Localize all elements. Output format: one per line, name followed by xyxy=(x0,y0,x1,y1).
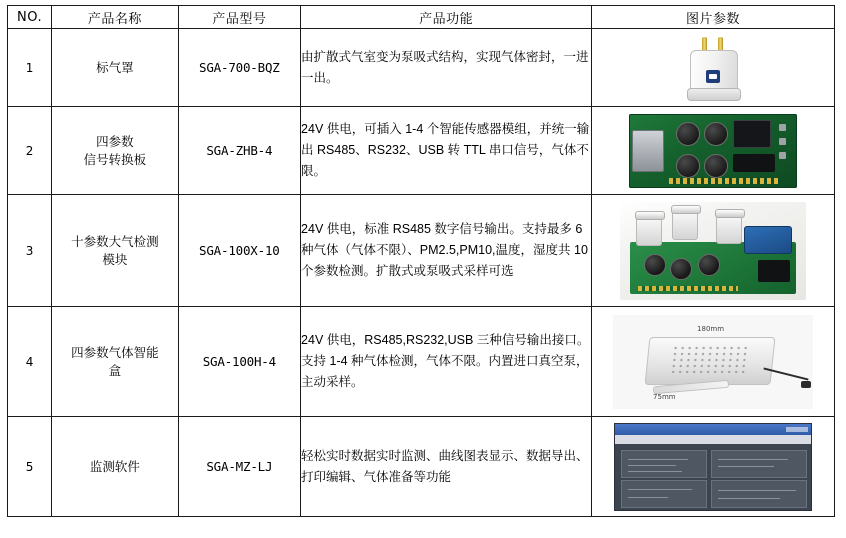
row-number: 2 xyxy=(8,107,52,195)
software-titlebar xyxy=(615,424,811,435)
product-name: 监测软件 xyxy=(52,417,178,517)
product-function: 24V 供电，标准 RS485 数字信号输出。支持最多 6 种气体（气体不限）、PM2.5,PM10,温度，湿度共 10 个参数检测。扩散式或泵吸式采样可选 xyxy=(301,195,592,307)
gas-hood-illustration xyxy=(682,34,744,102)
ten-parameter-module-photo xyxy=(592,202,834,300)
software-panel xyxy=(711,480,807,508)
gas-box-vent-grid xyxy=(670,345,749,373)
product-function: 24V 供电，可插入 1-4 个智能传感器模组，并统一输出 RS485、RS232、USB 转 TTL 串口信号，气体不限。 xyxy=(301,107,592,195)
software-text-line xyxy=(628,489,692,490)
dimension-label-top: 180mm xyxy=(697,324,725,333)
product-image-cell xyxy=(592,29,835,107)
sensor-module xyxy=(676,154,700,178)
sensor-module xyxy=(704,154,728,178)
product-image-cell xyxy=(592,107,835,195)
table-row xyxy=(8,195,835,307)
row-number: 1 xyxy=(8,29,52,107)
software-text-line xyxy=(628,465,676,466)
product-model: SGA-100H-4 xyxy=(178,307,300,417)
product-name xyxy=(52,107,178,195)
software-text-line xyxy=(628,497,668,498)
sensor-module xyxy=(704,122,728,146)
column-header-product-function: 产品功能 xyxy=(301,6,592,29)
product-model: SGA-MZ-LJ xyxy=(178,417,300,517)
product-model: SGA-ZHB-4 xyxy=(178,107,300,195)
product-image-cell xyxy=(592,417,835,517)
table-row xyxy=(8,29,835,107)
product-name xyxy=(52,307,178,417)
table-body xyxy=(8,29,835,517)
pcb-capacitor xyxy=(779,152,786,159)
product-table xyxy=(7,5,835,517)
gas-hood-photo xyxy=(592,34,834,102)
product-model: SGA-700-BQZ xyxy=(178,29,300,107)
pcb-illustration xyxy=(629,114,797,188)
row-number: 4 xyxy=(8,307,52,417)
smart-gas-box-photo xyxy=(592,315,834,409)
column-header-image-params: 图片参数 xyxy=(592,6,835,29)
pcb-gold-fingers xyxy=(669,178,779,184)
gas-sensor-cup xyxy=(636,214,662,246)
product-name-line1: 四参数气体智能 xyxy=(71,345,159,360)
row-number: 3 xyxy=(8,195,52,307)
column-header-product-model: 产品型号 xyxy=(178,6,300,29)
table-header-row xyxy=(8,6,835,29)
sensor-module xyxy=(698,254,720,276)
software-text-line xyxy=(718,466,774,467)
software-text-line xyxy=(718,490,796,491)
software-text-line xyxy=(628,459,688,460)
product-name-line1: 四参数 xyxy=(96,134,134,149)
column-header-product-name: 产品名称 xyxy=(52,6,178,29)
product-name-line2: 盒 xyxy=(108,363,122,378)
table-row xyxy=(8,307,835,417)
product-function: 由扩散式气室变为泵吸式结构，实现气体密封，一进一出。 xyxy=(301,29,592,107)
hood-base-lip xyxy=(687,88,741,101)
monitoring-software-screenshot xyxy=(592,423,834,511)
pcb-capacitor xyxy=(779,138,786,145)
sensor-module xyxy=(676,122,700,146)
product-name-line1: 十参数大气检测 xyxy=(71,234,159,249)
product-function: 24V 供电，RS485,RS232,USB 三种信号输出接口。支持 1-4 种气体检测，气体不限。内置进口真空泵，主动采样。 xyxy=(301,307,592,417)
product-name-line2: 模块 xyxy=(102,252,128,267)
software-text-line xyxy=(718,459,788,460)
product-name xyxy=(52,195,178,307)
row-number: 5 xyxy=(8,417,52,517)
software-panel xyxy=(711,450,807,478)
hood-label xyxy=(706,70,720,83)
gas-box-illustration xyxy=(613,315,813,409)
signal-conversion-board-photo xyxy=(592,114,834,188)
product-model: SGA-100X-10 xyxy=(178,195,300,307)
software-toolbar xyxy=(615,435,811,444)
sensor-module xyxy=(670,258,692,280)
dimension-label-left: 75mm xyxy=(653,392,676,401)
product-spec-sheet xyxy=(0,5,846,538)
gas-sensor-cup xyxy=(716,212,742,244)
module-illustration xyxy=(620,202,806,300)
pm-sensor xyxy=(744,226,792,254)
software-text-line xyxy=(718,498,780,499)
module-connector xyxy=(758,260,790,282)
product-name-line2: 信号转换板 xyxy=(83,152,147,167)
software-panel xyxy=(621,480,707,508)
gas-sensor-cup xyxy=(672,208,698,240)
column-header-no: NO. xyxy=(8,6,52,29)
table-row xyxy=(8,417,835,517)
pcb-pin-header xyxy=(733,154,775,172)
software-panel xyxy=(621,450,707,478)
software-ui-illustration xyxy=(614,423,812,511)
product-image-cell xyxy=(592,307,835,417)
pcb-capacitor xyxy=(779,124,786,131)
module-gold-fingers xyxy=(638,286,738,291)
pcb-chip xyxy=(733,120,771,148)
table-row xyxy=(8,107,835,195)
table-header xyxy=(8,6,835,29)
gas-box-plug xyxy=(801,381,811,388)
software-text-line xyxy=(628,471,682,472)
pcb-connector xyxy=(632,130,664,172)
product-name: 标气罩 xyxy=(52,29,178,107)
sensor-module xyxy=(644,254,666,276)
product-function: 轻松实时数据实时监测、曲线图表显示、数据导出、打印编辑、气体准备等功能 xyxy=(301,417,592,517)
product-image-cell xyxy=(592,195,835,307)
